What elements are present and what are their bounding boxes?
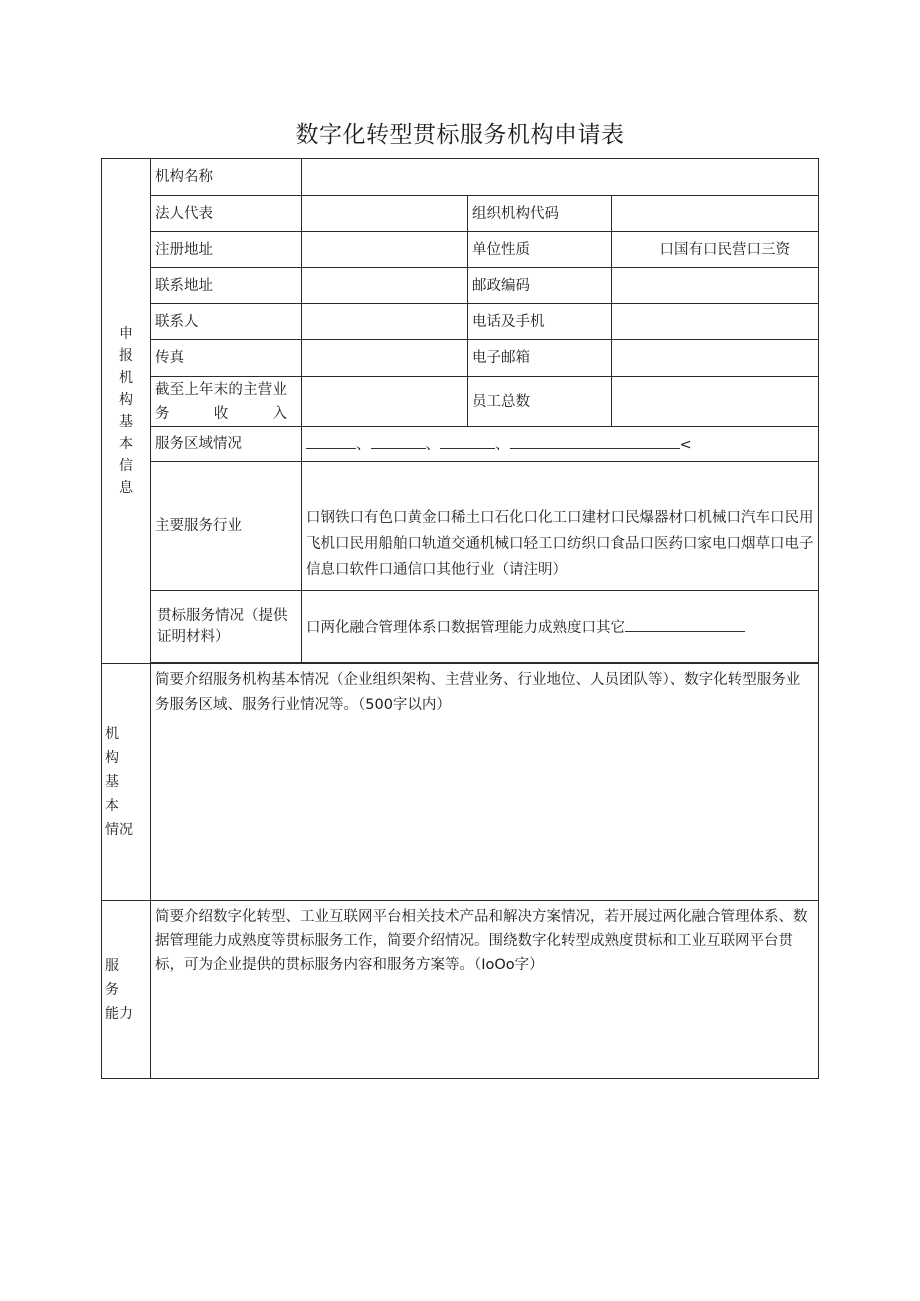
label-postcode: 邮政编码	[468, 268, 612, 304]
input-employees[interactable]	[612, 377, 819, 427]
input-org-code[interactable]	[612, 196, 819, 232]
input-contact-person[interactable]	[302, 304, 468, 340]
label-org-code: 组织机构代码	[468, 196, 612, 232]
industries-checkboxes[interactable]: 口钢铁口有色口黄金口稀土口石化口化工口建材口民爆器材口机械口汽车口民用飞机口民用船舶口轨道交通机械口轻工口纺织口食品口医药口家电口烟草口电子信息口软件口通信口其他行业（请注明）	[302, 503, 819, 583]
capability-textarea[interactable]: 简要介绍数字化转型、工业互联网平台相关技术产品和解决方案情况，若开展过两化融合管理体系、数据管理能力成熟度等贯标服务工作，简要介绍情况。围绕数字化转型成熟度贯标和工业互联网平台贯标，可为企业提供的贯标服务内容和服务方案等。（IoOo字）	[151, 901, 819, 1079]
input-fax[interactable]	[302, 340, 468, 377]
label-legal-rep: 法人代表	[151, 196, 302, 232]
label-email: 电子邮箱	[468, 340, 612, 377]
list-separator: 、	[425, 437, 440, 453]
label-revenue: 截至上年末的主营业务收入	[151, 377, 302, 427]
section-capability-label: 服 务 能力	[102, 901, 151, 1079]
input-email[interactable]	[612, 340, 819, 377]
list-separator: 、	[356, 437, 371, 453]
label-org-name: 机构名称	[151, 159, 302, 196]
label-main-industries: 主要服务行业	[151, 462, 302, 591]
application-form-table	[101, 158, 819, 1079]
standard-service-checkboxes[interactable]: 口两化融合管理体系口数据管理能力成熟度口其它	[306, 619, 625, 636]
standard-other-blank[interactable]	[625, 615, 745, 632]
unit-nature-checkboxes[interactable]: 口国有口民营口三资	[612, 232, 819, 268]
service-area-blank-1[interactable]	[306, 432, 356, 449]
label-employees: 员工总数	[468, 377, 612, 427]
label-contact-person: 联系人	[151, 304, 302, 340]
label-unit-nature: 单位性质	[468, 232, 612, 268]
form-title: 数字化转型贯标服务机构申请表	[295, 122, 625, 148]
service-area-blank-4[interactable]	[510, 432, 680, 449]
service-area-blank-2[interactable]	[371, 432, 426, 449]
service-area-tail: <	[679, 437, 692, 453]
input-org-name[interactable]	[302, 159, 819, 196]
industries-spacer-bottom	[302, 583, 819, 591]
intro-textarea[interactable]: 简要介绍服务机构基本情况（企业组织架构、主营业务、行业地位、人员团队等）、数字化转型服务业务服务区域、服务行业情况等。（500字以内）	[151, 664, 819, 901]
industries-spacer	[302, 462, 819, 503]
input-service-area[interactable]	[302, 427, 819, 462]
input-reg-address[interactable]	[302, 232, 468, 268]
label-service-area: 服务区域情况	[151, 427, 302, 462]
label-fax: 传真	[151, 340, 302, 377]
label-phone: 电话及手机	[468, 304, 612, 340]
label-standard-service: 贯标服务情况（提供证明材料）	[151, 591, 302, 663]
input-postcode[interactable]	[612, 268, 819, 304]
section-basic-info-label: 申报机构基本信息	[102, 159, 151, 664]
standard-service-options[interactable]	[302, 591, 819, 663]
label-contact-address: 联系地址	[151, 268, 302, 304]
input-contact-address[interactable]	[302, 268, 468, 304]
input-revenue[interactable]	[302, 377, 468, 427]
list-separator: 、	[495, 437, 510, 453]
input-phone[interactable]	[612, 304, 819, 340]
label-reg-address: 注册地址	[151, 232, 302, 268]
input-legal-rep[interactable]	[302, 196, 468, 232]
service-area-blank-3[interactable]	[440, 432, 495, 449]
section-intro-label: 机 构 基 本 情况	[102, 664, 151, 901]
